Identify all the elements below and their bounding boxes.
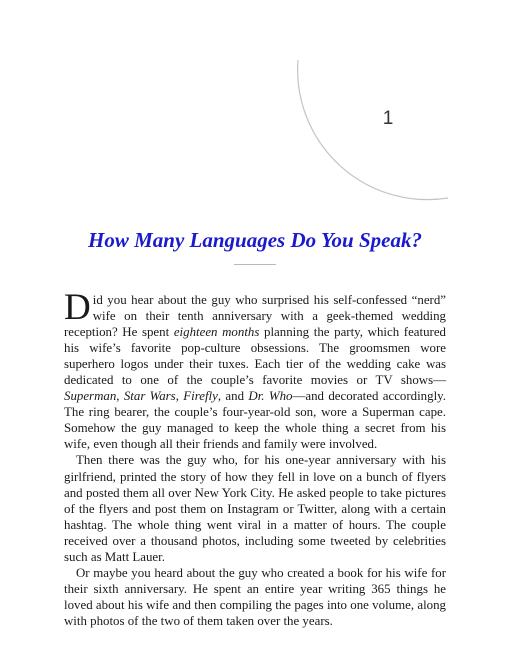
title-divider bbox=[234, 264, 276, 265]
chapter-number: 1 bbox=[382, 108, 394, 129]
italic-text: Firefly bbox=[183, 389, 218, 404]
text-run: id you hear about the guy who surprised his self-confessed “nerd” wife on their tenth anniversary with a geek-themed wedding reception? He spent bbox=[64, 293, 446, 340]
text-run: , bbox=[175, 389, 184, 404]
text-run: —and decorated accordingly. The ring bearer, the couple’s four-year-old son, wore a Superman cape. Somehow the guy managed to keep the whole thing a secret from his wife, even though all their friends and family were involved. bbox=[64, 389, 446, 452]
italic-text: Star Wars bbox=[123, 389, 176, 404]
italic-text: eighteen months bbox=[173, 325, 260, 340]
chapter-title: How Many Languages Do You Speak? bbox=[88, 228, 422, 252]
paragraph bbox=[64, 565, 446, 629]
text-run: Then there was the guy who, for his one-year anniversary with his girlfriend, printed the story of how they fell in love on a bunch of flyers and posted them all over New York City. He asked people to take pictures of the flyers and post them on Instagram or Twitter, along with a certain hashtag. The whole thing went viral in a matter of hours. The couple received over a thousand photos, including some tweeted by celebrities such as Matt Lauer. bbox=[64, 453, 446, 564]
drop-cap-letter: D bbox=[64, 287, 91, 328]
italic-text: Superman bbox=[64, 389, 117, 404]
text-run: Or maybe you heard about the guy who created a book for his wife for their sixth anniversary. He spent an entire year writing 365 things he loved about his wife and then compiling the pages into one volume, along with photos of the two of them taken over the years. bbox=[64, 565, 446, 628]
chapter-arc-curve bbox=[298, 60, 448, 200]
paragraph bbox=[64, 452, 446, 564]
text-run: , bbox=[116, 389, 124, 404]
chapter-body bbox=[64, 287, 446, 629]
text-run: , and bbox=[217, 389, 249, 404]
italic-text: Dr. Who bbox=[248, 389, 293, 404]
text-run: planning the party, which featured his wife’s favorite pop-culture obsessions. The groomsmen wore superhero logos under their tuxes. Each tier of the wedding cake was dedicated to one of the couple’s favorite movies or TV shows— bbox=[64, 325, 446, 388]
paragraph bbox=[64, 287, 446, 452]
